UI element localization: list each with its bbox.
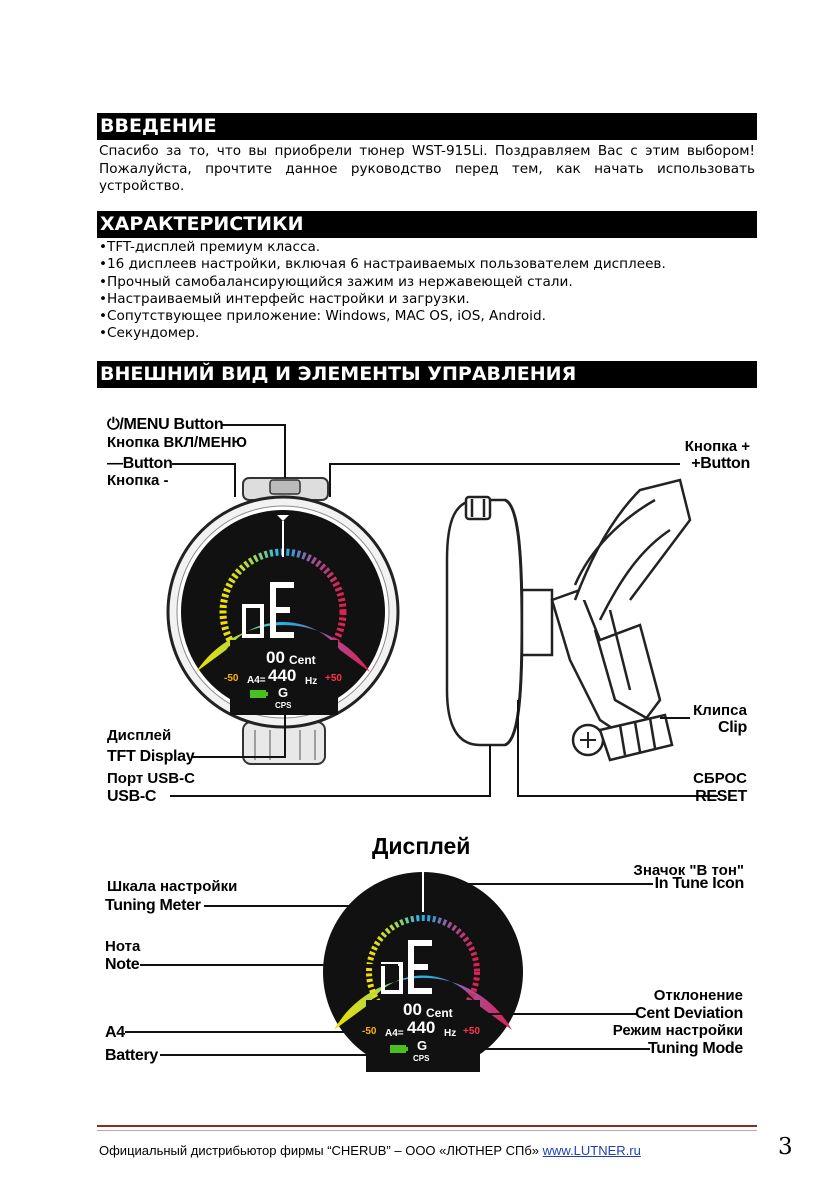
zoom-plus50: +50 (463, 1026, 480, 1037)
reset-label-ru: СБРОС (693, 770, 747, 787)
mode-value: G (278, 685, 289, 700)
clip-label-ru: Клипса (693, 702, 747, 719)
clip-label: Clip (717, 719, 747, 736)
deviation-label-ru: Отклонение (653, 987, 743, 1004)
display-label: TFT Display (107, 748, 195, 765)
page-number: 3 (778, 1134, 793, 1160)
note-label-ru: Нота (105, 938, 141, 955)
footer-text: Официальный дистрибьютор фирмы “CHERUB” – ООО «ЛЮТНЕР СПб» (99, 1143, 543, 1158)
footer (99, 1143, 641, 1158)
section-heading-appearance: ВНЕШНИЙ ВИД И ЭЛЕМЕНТЫ УПРАВЛЕНИЯ (97, 361, 757, 388)
list-item: • Настраиваемый интерфейс настройки и загрузки. (99, 291, 755, 308)
list-item: • Прочный самобалансирующийся зажим из нержавеющей стали. (99, 274, 755, 291)
intune-label: In Tune Icon (654, 875, 744, 892)
usb-label: USB-C (107, 788, 157, 805)
minus-button-label-ru: Кнопка - (107, 472, 169, 489)
cent-unit: Cent (289, 653, 316, 667)
cps-label: CPS (275, 701, 292, 710)
intro-text: Спасибо за то, что вы приобрели тюнер WST-915Li. Поздравляем Вас с этим выбором! Пожалуйста, прочтите данное руководство перед тем, как начать использовать устройство. (99, 143, 755, 194)
menu-button-label-ru: Кнопка ВКЛ/МЕНЮ (107, 434, 247, 451)
list-item: • Секундомер. (99, 325, 755, 342)
footer-rule (97, 1125, 757, 1127)
power-icon: ⏻ (107, 416, 120, 433)
battery-label: Battery (105, 1047, 159, 1064)
footer-link[interactable]: www.LUTNER.ru (542, 1143, 641, 1158)
footer-rule-thin (97, 1130, 757, 1131)
tuner-front (168, 478, 398, 764)
zoom-cps: CPS (413, 1054, 430, 1063)
menu-button-label: ⏻/MENU Button (107, 416, 224, 433)
zoom-cent-unit: Cent (426, 1006, 453, 1020)
list-item: • TFT-дисплей премиум класса. (99, 239, 755, 256)
usb-label-ru: Порт USB-C (107, 770, 195, 787)
list-item: • 16 дисплеев настройки, включая 6 настраиваемых пользователем дисплеев. (99, 256, 755, 273)
list-item: • Сопутствующее приложение: Windows, MAC OS, iOS, Android. (99, 308, 755, 325)
display-label-ru: Дисплей (107, 727, 172, 744)
zoom-hz-unit: Hz (444, 1028, 457, 1039)
plus50-label: +50 (325, 673, 342, 684)
meter-label: Tuning Meter (105, 897, 201, 914)
zoom-minus50: -50 (362, 1026, 377, 1037)
mode-label-ru: Режим настройки (612, 1022, 743, 1039)
minus-icon: — (107, 455, 123, 472)
zoom-mode-value: G (417, 1038, 428, 1053)
note-label: Note (105, 956, 140, 973)
reset-label: RESET (695, 788, 747, 805)
a4-diagram-label: A4 (105, 1024, 125, 1041)
display-title: Дисплей (372, 833, 471, 859)
plus-button-label: +Button (691, 455, 750, 472)
meter-label-ru: Шкала настройки (107, 878, 238, 895)
a4-value: 440 (268, 666, 297, 685)
plus-button-label-ru: Кнопка + (684, 438, 750, 455)
zoom-a4-value: 440 (407, 1018, 436, 1037)
deviation-label: Cent Deviation (635, 1005, 743, 1022)
section-heading-features: ХАРАКТЕРИСТИКИ (97, 211, 757, 238)
zoom-cents-value: 00 (403, 1000, 422, 1019)
cents-value: 00 (266, 648, 285, 667)
hz-unit: Hz (305, 676, 318, 687)
a4-label: A4= (247, 675, 266, 686)
plus-icon: + (691, 455, 701, 472)
minus50-label: -50 (224, 673, 239, 684)
mode-label: Tuning Mode (647, 1040, 743, 1057)
section-heading-intro: ВВЕДЕНИЕ (97, 113, 757, 140)
intune-label-ru: Значок "В тон" (633, 862, 744, 879)
zoom-a4-label: A4= (385, 1028, 404, 1039)
minus-button-label: —Button (107, 455, 173, 472)
